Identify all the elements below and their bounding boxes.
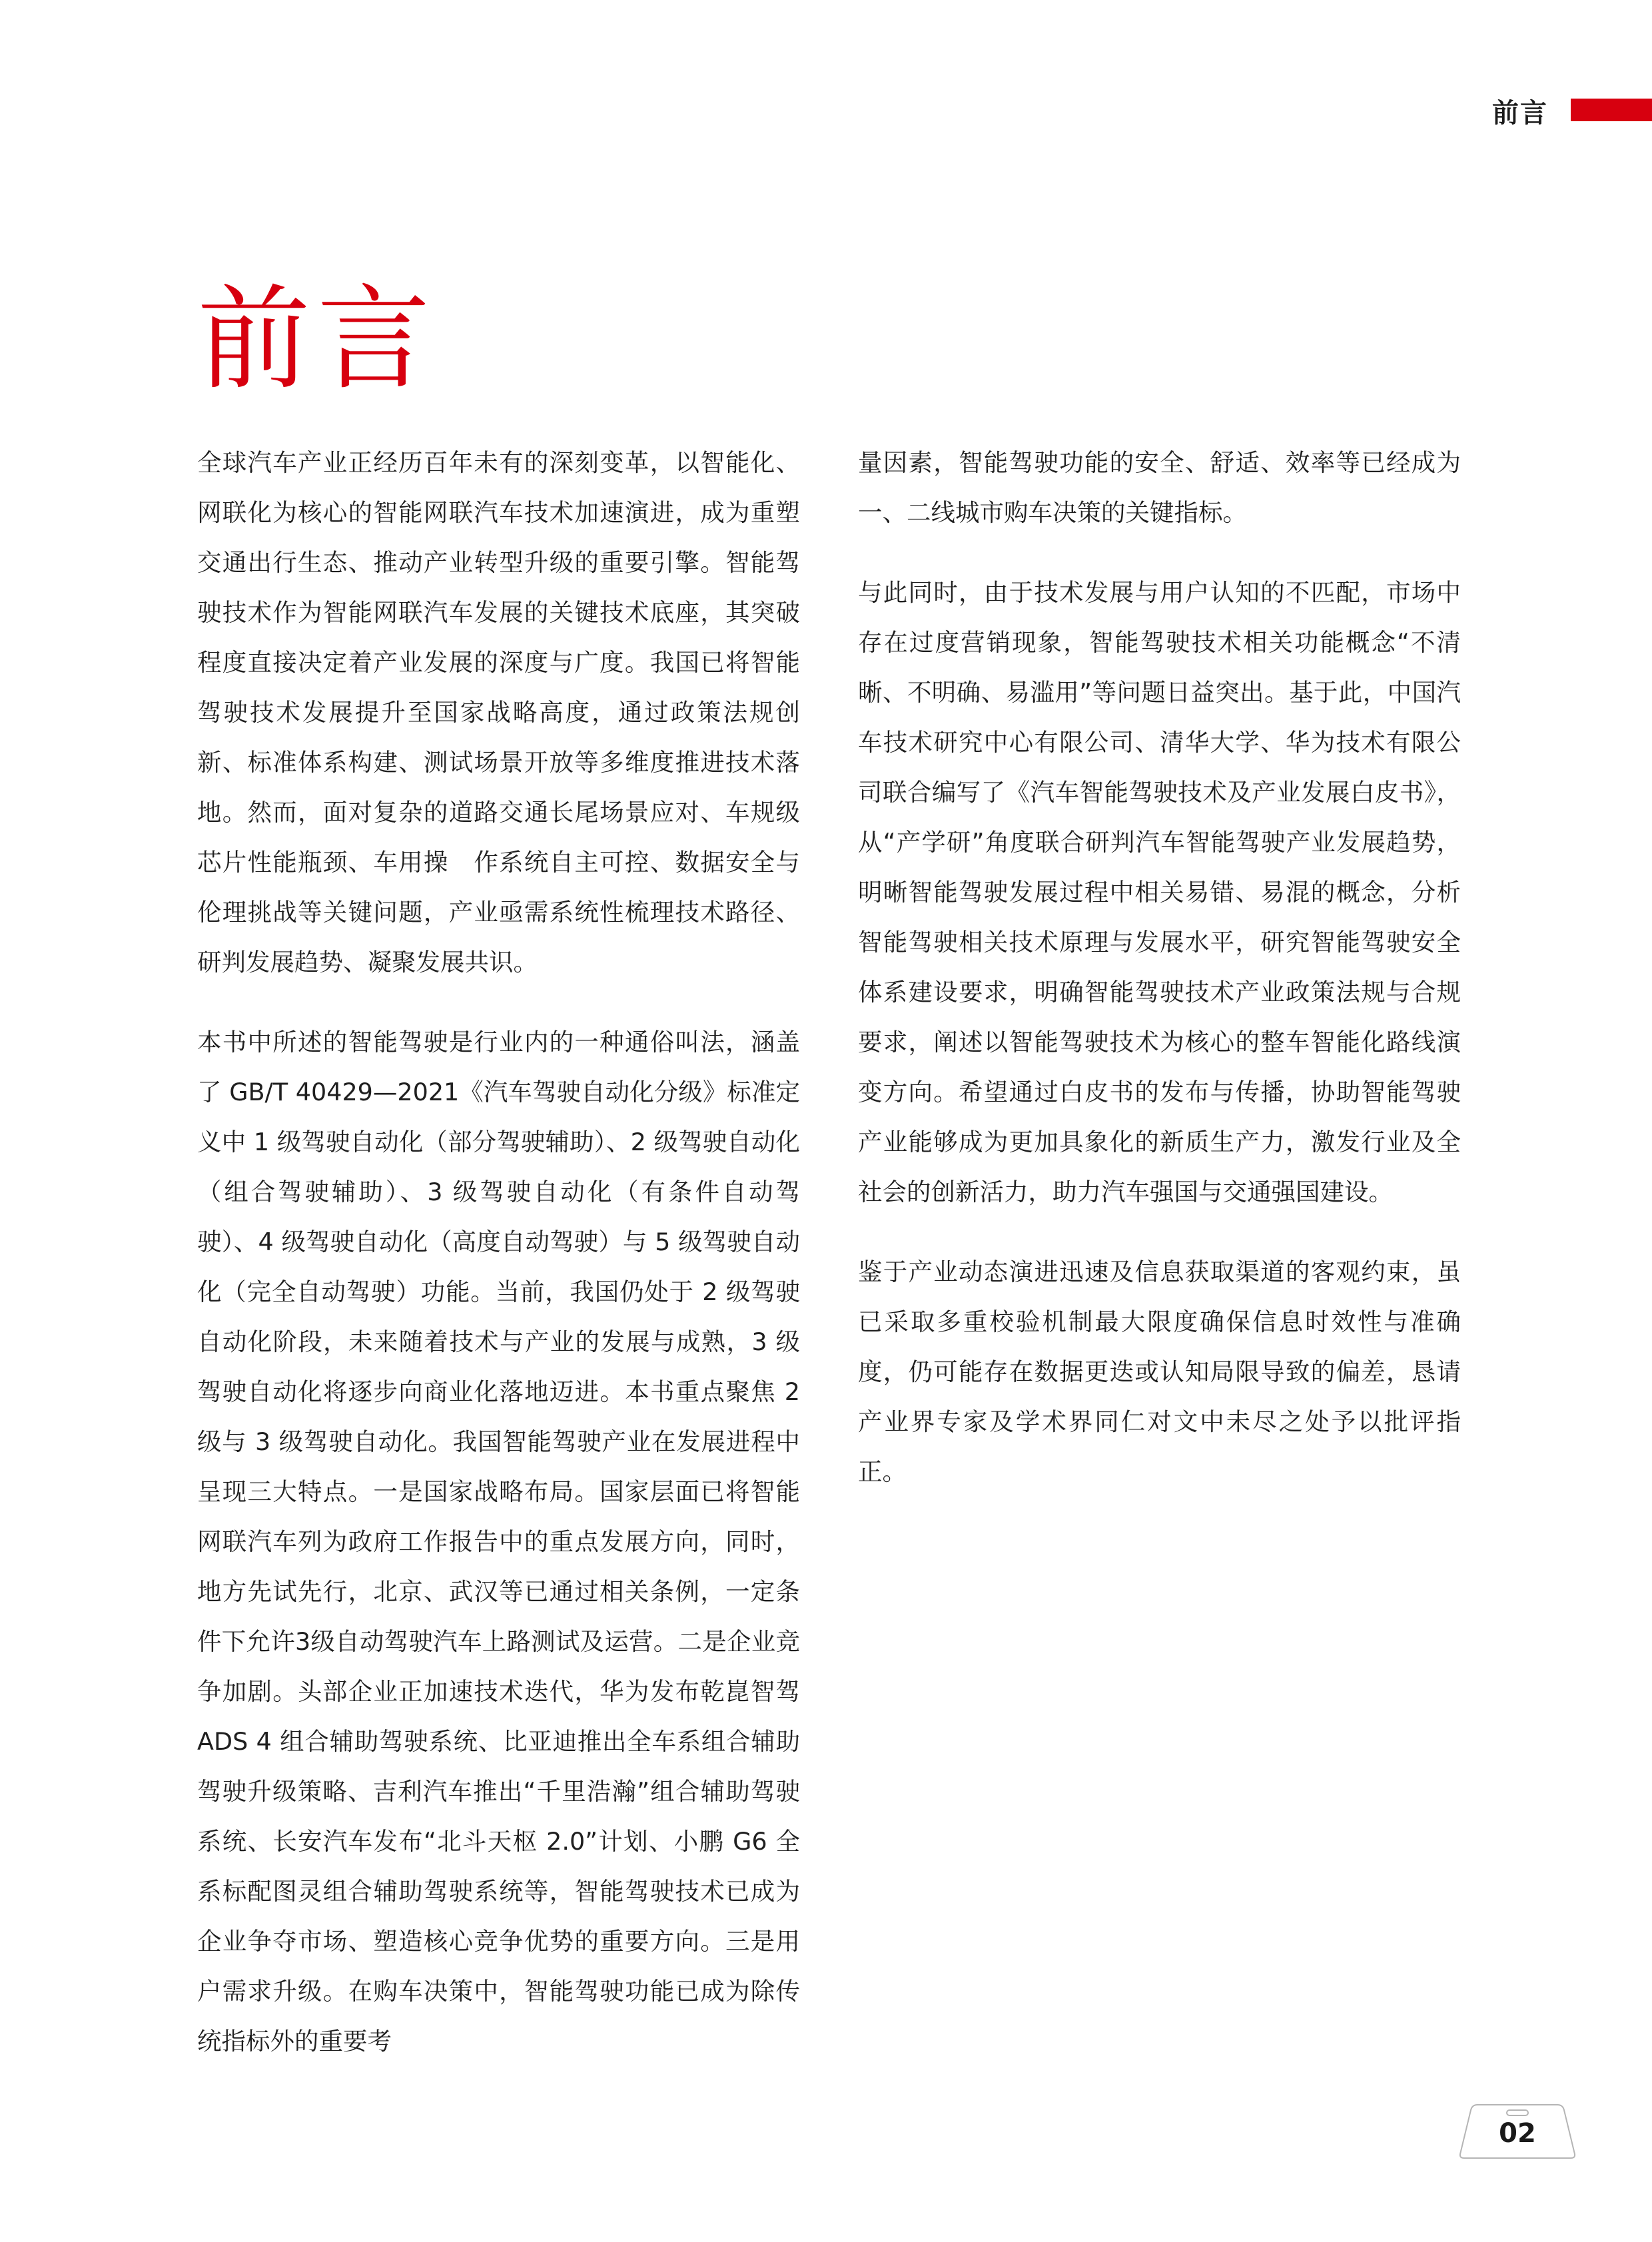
running-header-label: 前言	[1492, 98, 1548, 129]
body-column-left	[197, 438, 800, 2096]
paragraph: 本书中所述的智能驾驶是行业内的一种通俗叫法，涵盖了 GB/T 40429—2021《汽车驾驶自动化分级》标准定义中 1 级驾驶自动化（部分驾驶辅助）、2 级驾驶自动化（组合驾驶辅助）、3 级驾驶自动化（有条件自动驾驶）、4 级驾驶自动化（高度自动驾驶）与 5 级驾驶自动化（完全自动驾驶）功能。当前，我国仍处于 2 级驾驶自动化阶段，未来随着技术与产业的发展与成熟，3 级驾驶自动化将逐步向商业化落地迈进。本书重点聚焦 2 级与 3 级驾驶自动化。我国智能驾驶产业在发展进程中呈现三大特点。一是国家战略布局。国家层面已将智能网联汽车列为政府工作报告中的重点发展方向，同时，地方先试先行，北京、武汉等已通过相关条例，一定条件下允许3级自动驾驶汽车上路测试及运营。二是企业竞争加剧。头部企业正加速技术迭代，华为发布乾崑智驾 ADS 4 组合辅助驾驶系统、比亚迪推出全车系组合辅助驾驶升级策略、吉利汽车推出“千里浩瀚”组合辅助驾驶系统、长安汽车发布“北斗天枢 2.0”计划、小鹏 G6 全系标配图灵组合辅助驾驶系统等，智能驾驶技术已成为企业争夺市场、塑造核心竞争优势的重要方向。三是用户需求升级。在购车决策中，智能驾驶功能已成为除传统指标外的重要考	[197, 1028, 800, 2055]
paragraph: 全球汽车产业正经历百年未有的深刻变革，以智能化、网联化为核心的智能网联汽车技术加速演进，成为重塑交通出行生态、推动产业转型升级的重要引擎。智能驾驶技术作为智能网联汽车发展的关键技术底座，其突破程度直接决定着产业发展的深度与广度。我国已将智能驾驶技术发展提升至国家战略高度，通过政策法规创新、标准体系构建、测试场景开放等多维度推进技术落地。然而，面对复杂的道路交通长尾场景应对、车规级芯片性能瓶颈、车用操 作系统自主可控、数据安全与伦理挑战等关键问题，产业亟需系统性梳理技术路径、研判发展趋势、凝聚发展共识。	[197, 448, 800, 976]
header-accent-bar	[1571, 99, 1652, 121]
body-column-right	[858, 438, 1461, 1527]
paragraph: 量因素，智能驾驶功能的安全、舒适、效率等已经成为一、二线城市购车决策的关键指标。	[858, 448, 1461, 527]
page-title: 前言	[197, 274, 438, 406]
paragraph: 与此同时，由于技术发展与用户认知的不匹配，市场中存在过度营销现象，智能驾驶技术相关功能概念“不清晰、不明确、易滥用”等问题日益突出。基于此，中国汽车技术研究中心有限公司、清华大学、华为技术有限公司联合编写了《汽车智能驾驶技术及产业发展白皮书》，从“产学研”角度联合研判汽车智能驾驶产业发展趋势，明晰智能驾驶发展过程中相关易错、易混的概念，分析智能驾驶相关技术原理与发展水平，研究智能驾驶安全体系建设要求，明确智能驾驶技术产业政策法规与合规要求，阐述以智能驾驶技术为核心的整车智能化路线演变方向。希望通过白皮书的发布与传播，协助智能驾驶产业能够成为更加具象化的新质生产力，激发行业及全社会的创新活力，助力汽车强国与交通强国建设。	[858, 578, 1461, 1206]
page-number: 02	[1499, 2118, 1536, 2149]
paragraph: 鉴于产业动态演进迅速及信息获取渠道的客观约束，虽已采取多重校验机制最大限度确保信息时效性与准确度，仍可能存在数据更迭或认知局限导致的偏差，恳请产业界专家及学术界同仁对文中未尽之处予以批评指正。	[858, 1258, 1461, 1486]
